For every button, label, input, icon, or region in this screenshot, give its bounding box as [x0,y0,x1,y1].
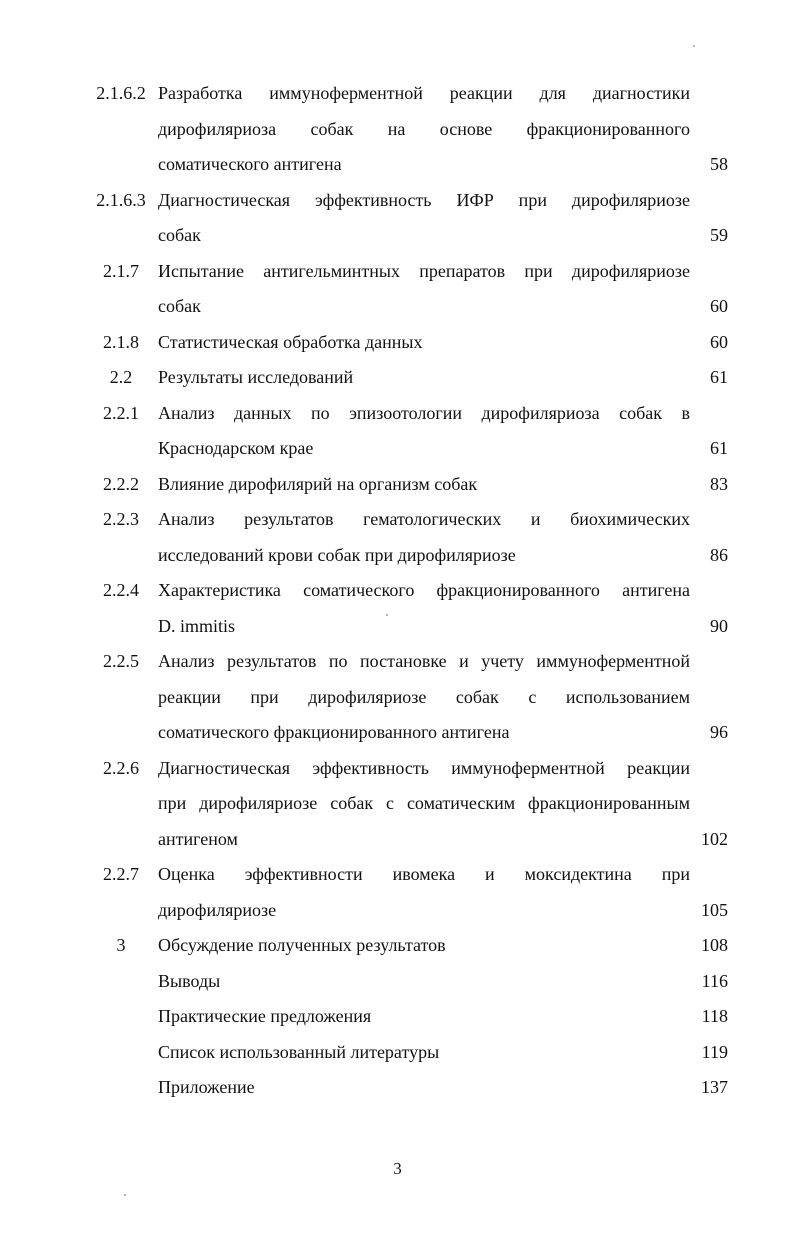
toc-entry-number: 2.1.6.2 [96,83,146,103]
toc-entry-page: 86 [710,544,728,565]
toc-entry-title [158,857,690,928]
toc-entry-number: 2.2.1 [103,402,139,423]
toc-entry-title [158,183,690,254]
toc-entry-title-line: дирофиляриоза собак на основе фракционированного [158,118,690,139]
toc-entry-page: 137 [701,1077,728,1097]
toc-entry-title-line: Анализ результатов гематологических и биохимических [158,509,690,529]
toc-entry-title-line: Анализ результатов по постановке и учету иммуноферментной [158,651,690,671]
toc-entry [0,857,795,928]
toc-entry-page: 58 [710,154,728,174]
toc-entry-title-line: Обсуждение полученных результатов [158,935,446,955]
toc-entry-title-line: Результаты исследований [158,367,354,387]
toc-entry-title-line: исследований крови собак при дирофиляриозе [158,544,516,565]
toc-entry [0,254,795,325]
toc-entry-page: 96 [710,722,728,742]
toc-entry-title [158,502,690,573]
toc-entry-title [158,254,690,325]
scan-speck [386,614,388,616]
toc-entry [0,183,795,254]
toc-entry-page: 119 [701,1041,728,1062]
toc-entry-title-line: антигеном [158,828,238,849]
toc-entry [0,964,795,1000]
toc-entry-title-line: Анализ данных по эпизоотологии дирофиляриоза собак в [158,402,690,423]
toc-entry-page: 118 [701,1006,728,1026]
toc-entry-number: 2.2.2 [103,473,139,494]
toc-entry-title-line: Статистическая обработка данных [158,331,423,352]
toc-entry-title-line: соматического антигена [158,154,342,174]
toc-entry-title-line: D. immitis [158,615,236,636]
toc-entry-title-line: собак [158,296,201,316]
toc-entry-page: 61 [710,367,728,387]
toc-entry-title [158,467,690,503]
toc-entry-title-line: Испытание антигельминтных препаратов при дирофиляриозе [158,260,690,281]
toc-entry-page: 102 [701,828,728,849]
toc-entry-number: 2.1.6.3 [96,189,146,210]
toc-entry-number: 2.2.4 [103,580,139,600]
toc-entry-page: 108 [701,935,728,955]
toc-entry-page: 116 [701,970,728,991]
toc-entry-number: 2.2 [109,367,133,387]
toc-entry-title [158,76,690,183]
toc-entry-title-line: при дирофиляриозе собак с соматическим фракционированным [158,793,690,813]
toc-entry-title-line: дирофиляриозе [158,899,277,920]
toc-entry-title-line: Список использованный литературы [158,1041,440,1062]
toc-entry [0,751,795,858]
toc-entry-title [158,751,690,858]
toc-entry-title-line: Краснодарском крае [158,438,314,458]
toc-entry-page: 90 [710,615,728,636]
toc-entry-title-line: Диагностическая эффективность иммуноферментной реакции [158,757,690,778]
toc-entry-title-line: Оценка эффективности ивомека и моксидектина при [158,864,690,884]
toc-entry-title-line: реакции при дирофиляриозе собак с использованием [158,686,690,707]
toc-entry [0,644,795,751]
toc-entry [0,467,795,503]
toc-entry-title-line: соматического фракционированного антигена [158,722,510,742]
toc-entry [0,1070,795,1106]
toc-entry-number: 2.1.8 [103,331,139,352]
toc-entry [0,76,795,183]
toc-entry-number: 2.2.5 [103,651,139,671]
toc-entry [0,928,795,964]
toc-entry-title-line: Влияние дирофилярий на организм собак [158,473,478,494]
toc-entry-page: 59 [710,225,728,245]
toc-entry-title [158,360,690,396]
toc-entry-title [158,573,690,644]
toc-entry [0,573,795,644]
page-number: 3 [393,1159,402,1178]
toc-entry-number: 2.1.7 [103,260,139,281]
toc-entry-title-line: Практические предложения [158,1006,372,1026]
toc-entry-number: 2.2.7 [103,864,139,884]
toc-entry-number: 3 [116,935,126,955]
toc-entry-title-line: Выводы [158,970,221,991]
toc-entry-number: 2.2.6 [103,757,139,778]
toc-entry-title-line: собак [158,225,201,245]
toc-entry [0,1035,795,1071]
toc-entry [0,999,795,1035]
toc-entry-title [158,1070,690,1106]
toc-entry-title [158,999,690,1035]
toc-entry [0,396,795,467]
toc-entry-title [158,928,690,964]
scan-speck [693,45,695,47]
toc-entry-title-line: Разработка иммуноферментной реакции для диагностики [158,83,690,103]
scan-speck [124,1194,126,1196]
toc-entry-title-line: Приложение [158,1077,255,1097]
toc-entry [0,502,795,573]
toc-entry [0,360,795,396]
toc-entry-title [158,325,690,361]
toc-entry [0,325,795,361]
toc-entry-page: 61 [710,438,728,458]
toc-entry-title [158,1035,690,1071]
toc-entry-page: 105 [701,899,728,920]
toc-entry-page: 83 [710,473,728,494]
toc-entry-title-line: Диагностическая эффективность ИФР при дирофиляриозе [158,189,690,210]
toc-entry-page: 60 [710,331,728,352]
toc-entry-title [158,964,690,1000]
toc-entry-number: 2.2.3 [103,509,139,529]
toc-entry-title [158,396,690,467]
toc-entry-title-line: Характеристика соматического фракционированного антигена [158,580,690,600]
toc-entry-page: 60 [710,296,728,316]
toc-entry-title [158,644,690,751]
